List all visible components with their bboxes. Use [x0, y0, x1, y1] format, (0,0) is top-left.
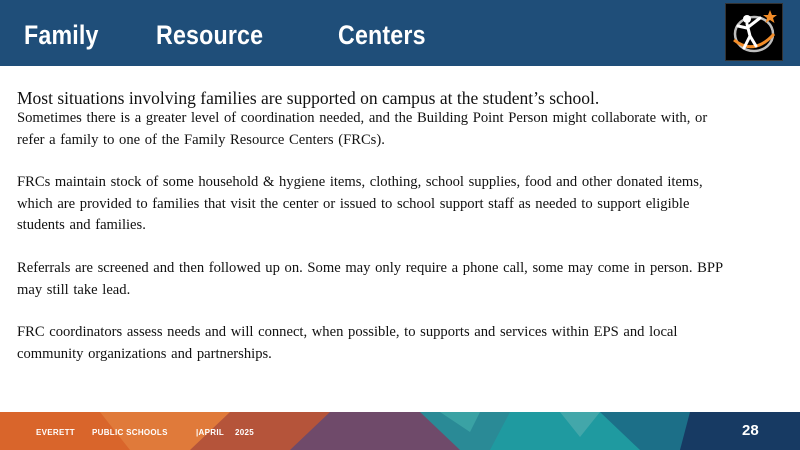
slide-body [17, 88, 737, 365]
footer-district-word1: EVERETT [36, 428, 75, 437]
paragraph-coordination: Sometimes there is a greater level of coordination needed, and the Building Point Person might collaborate with, or refer a family to one of the Family Resource Centers (FRCs). [17, 110, 708, 148]
header-bar [0, 0, 800, 66]
title-word-centers: Centers [338, 20, 426, 50]
paragraph-frc-coordinators: FRC coordinators assess needs and will connect, when possible, to supports and services within EPS and local community organizations and partnerships. [17, 324, 678, 362]
page-number: 28 [742, 422, 759, 439]
footer-district-word2: PUBLIC SCHOOLS [92, 428, 168, 437]
footer-date-month: |APRIL [196, 428, 225, 437]
footer-date-year: 2025 [235, 428, 254, 437]
lead-sentence: Most situations involving families are supported on campus at the student’s school. [17, 88, 600, 108]
paragraph-referrals: Referrals are screened and then followed up on. Some may only require a phone call, some may come in person. BPP may still take lead. [17, 259, 723, 298]
eps-star-figure-icon [725, 3, 783, 61]
title-word-resource: Resource [156, 20, 264, 50]
paragraph-frc-stock: FRCs maintain stock of some household & hygiene items, clothing, school supplies, food and other donated items, which are provided to families that visit the center or issued to school support staff as needed to support eligible students and families. [17, 174, 703, 234]
title-word-family: Family [24, 20, 99, 50]
